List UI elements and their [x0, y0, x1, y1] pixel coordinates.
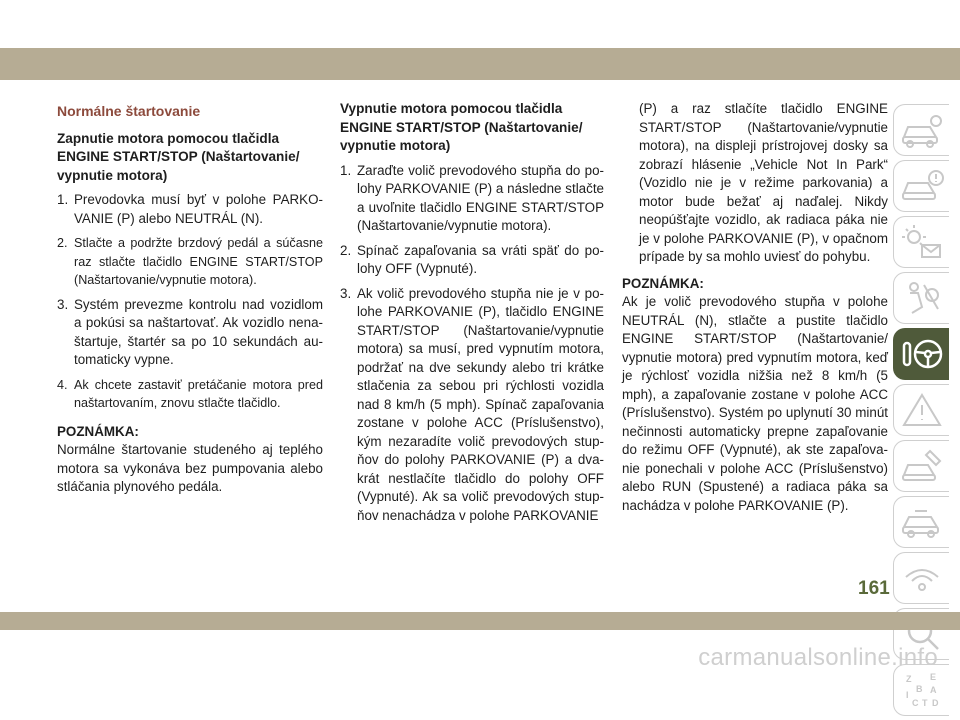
list-number: 3. [57, 296, 69, 312]
index-letter: T [921, 698, 927, 708]
footer-site-text: carmanualsonline.info [698, 644, 938, 671]
note-text: Ak je volič prevodového stupňa v polohe NEUTRÁL (N), stlačte a pustite tlačidlo ENGINE START/STOP (Naštartovanie/ vypnutie motora) pred vypnutím motora, keď je rýchlosť vozidla nižšia než 8 km/h (5 mph), a zapaľovanie zostane v polohe ACC (Príslušenstvo). Systém po uplynutí 30 minút nečinnosti automaticky prepne zapaľovanie do režimu OFF (Vypnuté), ak ste zapaľovanie ponechali v polohe ACC (Príslušenstvo) alebo RUN (Spustené) a radiaca páka sa nachádza v polohe PARKOVANIE (P). [622, 294, 888, 513]
stop-steps-list [340, 162, 604, 526]
index-letter: A [929, 685, 936, 695]
list-text: Systém prevezme kontrolu nad vozidlom a pokúsi sa naštartovať. Ak vozidlo nenaštartuje, štartér sa po 10 sekundách automaticky vypne. [74, 296, 323, 367]
list-number: 2. [57, 236, 68, 250]
index-letter: I [905, 690, 909, 700]
warning-light-icon [900, 167, 944, 205]
tab-multimedia[interactable] [893, 552, 949, 604]
page-number: 161 [858, 578, 890, 599]
list-text: Ak volič prevodového stupňa nie je v polohe PARKOVANIE (P), tlačidlo ENGINE START/STOP (Naštartovanie/vypnutie motora) sa musí, pred vypnutím motora, podržať na dve sekundy alebo tri krátke stlačenia za sebou pri rýchlosti vozidla nad 8 km/h (5 mph). Spínač zapaľovania zostane v polohe ACC (Príslušenstvo), kým nezaradíte volič prevodových stupňov do polohy PARKOVANIE (P) a dvakrát nestlačíte tlačidlo do polohy OFF (Vypnuté). Ak sa volič prevodových stupňov nenachádza v polohe PARKOVANIE [357, 285, 604, 523]
column-3 [622, 100, 888, 515]
tab-emergency[interactable] [893, 384, 949, 436]
car-info-icon [900, 111, 944, 149]
tab-warning-lights[interactable] [893, 160, 949, 212]
note-text: Normálne štartovanie studeného aj teplého motora sa vykonáva bez pumpovania alebo stláčania plynového pedála. [57, 442, 323, 494]
list-number: 1. [57, 192, 69, 207]
tab-specifications[interactable] [893, 496, 949, 548]
index-letter: C [911, 698, 918, 708]
heading-engine-stop: Vypnutie motora pomocou tlačidla ENGINE START/STOP (Naštartovanie/ vypnutie motora) [340, 101, 583, 153]
list-item [57, 191, 323, 228]
list-item [57, 296, 323, 370]
list-number: 1. [340, 162, 352, 178]
index-letter: E [929, 672, 936, 682]
list-text: Zaraďte volič prevodového stupňa do polohy PARKOVANIE (P) a následne stlačte a uvoľnite tlačidlo ENGINE START/STOP (Naštartovanie/vypnutie motora). [357, 162, 604, 233]
tab-safety[interactable] [893, 272, 949, 324]
heading-engine-start: Zapnutie motora pomocou tlačidla ENGINE START/STOP (Naštartovanie/ vypnutie motora) [57, 130, 300, 183]
column-2 [340, 100, 604, 531]
note-title: POZNÁMKA: [622, 275, 704, 291]
header-band [0, 48, 960, 80]
safety-airbag-icon [900, 279, 944, 317]
service-wrench-icon [900, 447, 944, 485]
specs-car-icon [900, 503, 944, 541]
list-number: 2. [340, 242, 352, 258]
list-text: Spínač zapaľovania sa vráti späť do polohy OFF (Vypnuté). [357, 242, 604, 276]
list-number: 3. [340, 285, 352, 301]
column-1 [57, 100, 323, 497]
list-item [57, 376, 323, 413]
tab-car-info[interactable] [893, 104, 949, 156]
tab-starting-driving[interactable] [893, 328, 949, 380]
controls-icon [900, 223, 944, 261]
index-letter: Z [905, 674, 911, 684]
list-text: Stlačte a podržte brzdový pedál a súčasne raz stlačte tlačidlo ENGINE START/STOP (Naštartovanie/vypnutie motora). [74, 236, 323, 287]
multimedia-icon [900, 559, 944, 597]
list-item [340, 242, 604, 279]
steering-wheel-icon [900, 335, 944, 373]
footer-band [0, 612, 960, 630]
list-item [57, 234, 323, 290]
tab-service[interactable] [893, 440, 949, 492]
list-text: Ak chcete zastaviť pretáčanie motora pred naštartovaním, znovu stlačte tlačidlo. [74, 377, 323, 410]
start-steps-list [57, 191, 323, 413]
note-title: POZNÁMKA: [57, 423, 139, 439]
list-number: 4. [57, 377, 68, 392]
list-item [340, 162, 604, 236]
list-item [340, 285, 604, 526]
section-title: Normálne štartovanie [57, 103, 201, 119]
emergency-triangle-icon [900, 391, 944, 429]
continuation-text: (P) a raz stlačíte tlačidlo ENGINE START/STOP (Naštartovanie/vypnutie motora), na displeji prístrojovej dosky sa zobrazí hlásenie „Vehicle Not In Park“ (Vozidlo nie je v režime parkovania) a motor bude bežať aj naďalej. Nikdy neopúšťajte vozidlo, ak radiaca páka nie je v polohe PARKOVANIE (P), v opačnom prípade by sa mohlo uviesť do pohybu. [639, 101, 888, 264]
alphabet-index-icon [900, 671, 944, 709]
index-letter: B [915, 684, 922, 694]
index-letter: D [931, 698, 938, 708]
list-text: Prevodovka musí byť v polohe PARKOVANIE (P) alebo NEUTRÁL (N). [74, 192, 323, 226]
tab-controls[interactable] [893, 216, 949, 268]
